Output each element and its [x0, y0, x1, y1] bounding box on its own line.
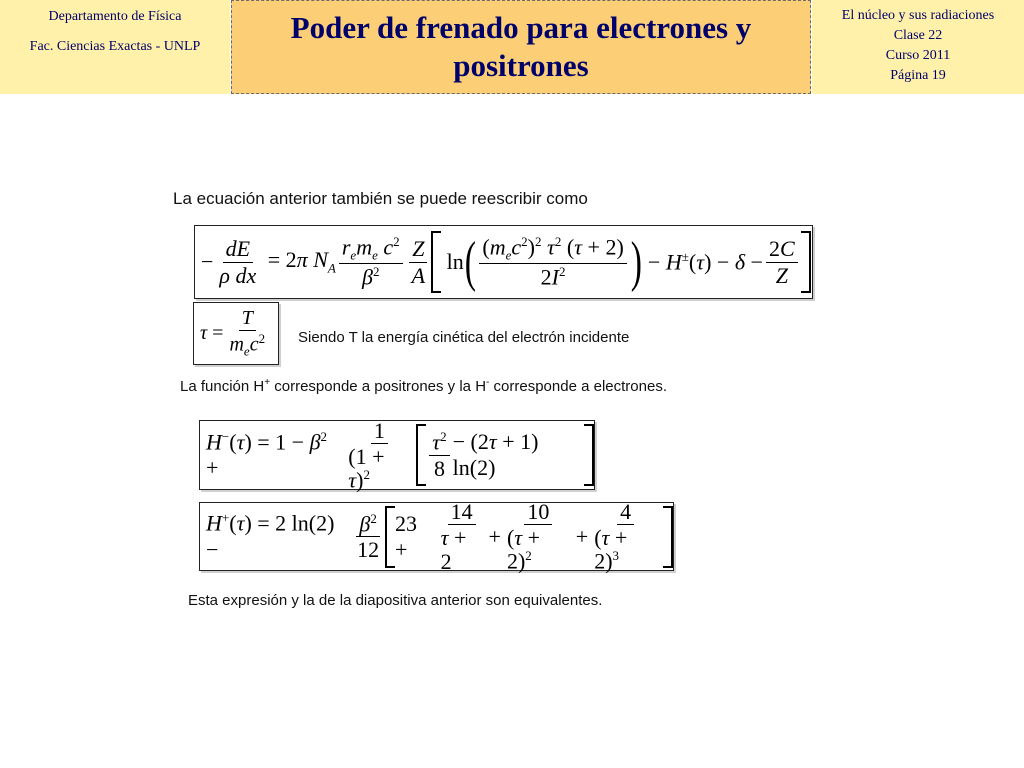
- stopping-power-equation: − $\frac{dE}{\text{ρ dx}}$ = 2π $N_A$ $\frac{r_em_e c^2}{\beta^2}$ $\frac{Z}{A}$ ln ( $\frac{(m_ec^2)^2 \tau^2 (\tau + 2)}{2I^2}$ ) − H±(τ) − δ − $\frac{2C}{Z}$: [194, 225, 813, 299]
- course-label: El núcleo y sus radiaciones: [841, 8, 995, 23]
- department-label: Departamento de Física: [48, 9, 182, 24]
- h-function-note: La función H+ corresponde a positrones y la H- corresponde a electrones.: [180, 377, 667, 395]
- header-right-panel: [812, 0, 1024, 94]
- page-label: Página 19: [890, 68, 946, 83]
- conclusion-text: Esta expresión y la de la diapositiva anterior son equivalentes.: [188, 592, 603, 609]
- class-label: Clase 22: [893, 28, 943, 43]
- tau-definition-equation: τ = $\frac{T}{m_ec^2}$: [193, 302, 279, 365]
- year-label: Curso 2011: [885, 48, 951, 63]
- tau-note-text: Siendo T la energía cinética del electrón incidente: [298, 329, 630, 346]
- slide-title-text: Poder de frenado para electrones y positrones: [290, 10, 752, 83]
- header-left-panel: [0, 0, 230, 94]
- h-minus-equation: $H^-(\tau) = 1 - \beta^2$ + $\frac{1}{(1 + \tau)^2}$ $\frac{\tau^2}{8}$ − (2τ + 1) ln(2): [199, 420, 595, 490]
- h-plus-equation: H+(τ) = 2 ln(2) − $\frac{\beta^2}{12}$ 23 + $\frac{14}{\tau + 2}$ + $\frac{10}{(\tau + 2)^2}$ + $\frac{4}{(\tau + 2)^3}$: [199, 502, 674, 571]
- faculty-label: Fac. Ciencias Exactas - UNLP: [29, 39, 201, 54]
- intro-text: La ecuación anterior también se puede reescribir como: [173, 189, 588, 208]
- slide-title: [231, 0, 811, 94]
